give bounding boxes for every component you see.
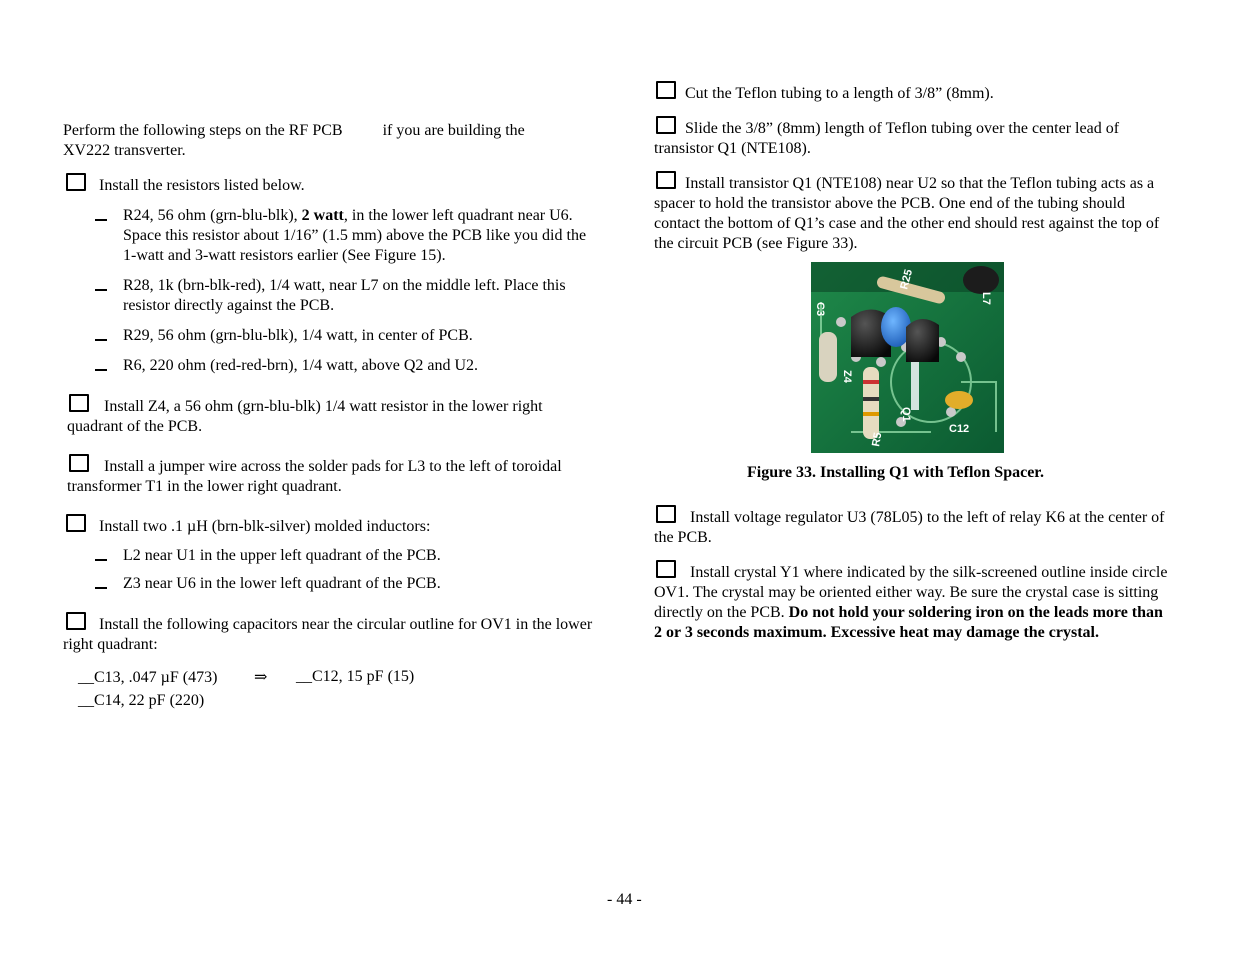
pcb-illustration [811, 262, 1004, 453]
check-dash-r24[interactable] [95, 219, 107, 221]
step-u3: Install voltage regulator U3 (78L05) to the left of relay K6 at the center of the PCB. [654, 509, 1165, 546]
inductor-z3: Z3 near U6 in the lower left quadrant of the PCB. [123, 575, 441, 592]
step-cut-tubing: Cut the Teflon tubing to a length of 3/8” (8mm). [685, 85, 994, 102]
silk-label-r5: R5 [870, 431, 885, 448]
figure-caption: Figure 33. Installing Q1 with Teflon Spacer. [747, 464, 1044, 481]
checkbox-inductors[interactable] [66, 514, 86, 532]
resistor-r28: R28, 1k (brn-blk-red), 1/4 watt, near L7 on the middle left. Place this resistor directly against the PCB. [123, 277, 566, 314]
step-jumper: Install a jumper wire across the solder pads for L3 to the left of toroidal transformer T1 in the lower right quadrant. [67, 458, 562, 495]
cap-c14: __C14, 22 pF (220) [78, 692, 205, 709]
silk-label-q1: Q1 [900, 407, 912, 422]
page-number: - 44 - [607, 891, 642, 908]
check-dash-r28[interactable] [95, 289, 107, 291]
step-install-q1: Install transistor Q1 (NTE108) near U2 so that the Teflon tubing acts as a spacer to hold the transistor above the PCB. One end of the tubing should contact the bottom of Q1’s case and the other end should rest against the top of the circuit PCB (see Figure 33). [654, 175, 1160, 252]
figure-33-photo [811, 262, 1004, 453]
intro-text: Perform the following steps on the RF PCB if you are building the XV222 transverter. [63, 122, 525, 159]
inductor-l2: L2 near U1 in the upper left quadrant of the PCB. [123, 547, 441, 564]
check-dash-z3[interactable] [95, 587, 107, 589]
silk-label-r25: R25 [898, 268, 916, 291]
step-inductors: Install two .1 µH (brn-blk-silver) molded inductors: [99, 518, 431, 535]
silk-label-z4: Z4 [841, 370, 853, 383]
resistor-r6: R6, 220 ohm (red-red-brn), 1/4 watt, above Q2 and U2. [123, 357, 479, 374]
check-dash-r6[interactable] [95, 369, 107, 371]
arrow-icon: ⇒ [254, 669, 268, 686]
check-dash-r29[interactable] [95, 339, 107, 341]
resistor-r29: R29, 56 ohm (grn-blu-blk), 1/4 watt, in center of PCB. [123, 327, 473, 344]
silk-label-c3: C3 [814, 302, 826, 317]
silk-label-c12: C12 [949, 423, 970, 435]
silk-label-l7: L7 [980, 292, 992, 305]
checkbox-cut-tubing[interactable] [656, 81, 676, 99]
step-z4: Install Z4, a 56 ohm (grn-blu-blk) 1/4 watt resistor in the lower right quadrant of the PCB. [67, 398, 543, 435]
step-slide-tubing: Slide the 3/8” (8mm) length of Teflon tubing over the center lead of transistor Q1 (NTE108). [654, 120, 1120, 157]
resistor-r24: R24, 56 ohm (grn-blu-blk), 2 watt, in the lower left quadrant near U6. Space this resistor about 1/16” (1.5 mm) above the PCB like you did the 1-watt and 3-watt resistors earlier (See Figure 15). [123, 207, 587, 264]
step-resistors: Install the resistors listed below. [99, 177, 305, 194]
cap-c13: __C13, .047 µF (473) [78, 669, 218, 686]
step-caps: Install the following capacitors near the circular outline for OV1 in the lower right quadrant: [63, 616, 593, 653]
checkbox-resistors[interactable] [66, 173, 86, 191]
cap-c12: __C12, 15 pF (15) [296, 668, 415, 685]
step-y1: Install crystal Y1 where indicated by the silk-screened outline inside circle OV1. The crystal may be oriented either way. Be sure the crystal case is sitting directly on the PCB. Do not hold your soldering iron on the leads more than 2 or 3 seconds maximum. Excessive heat may damage the crystal. [654, 564, 1168, 641]
check-dash-l2[interactable] [95, 559, 107, 561]
